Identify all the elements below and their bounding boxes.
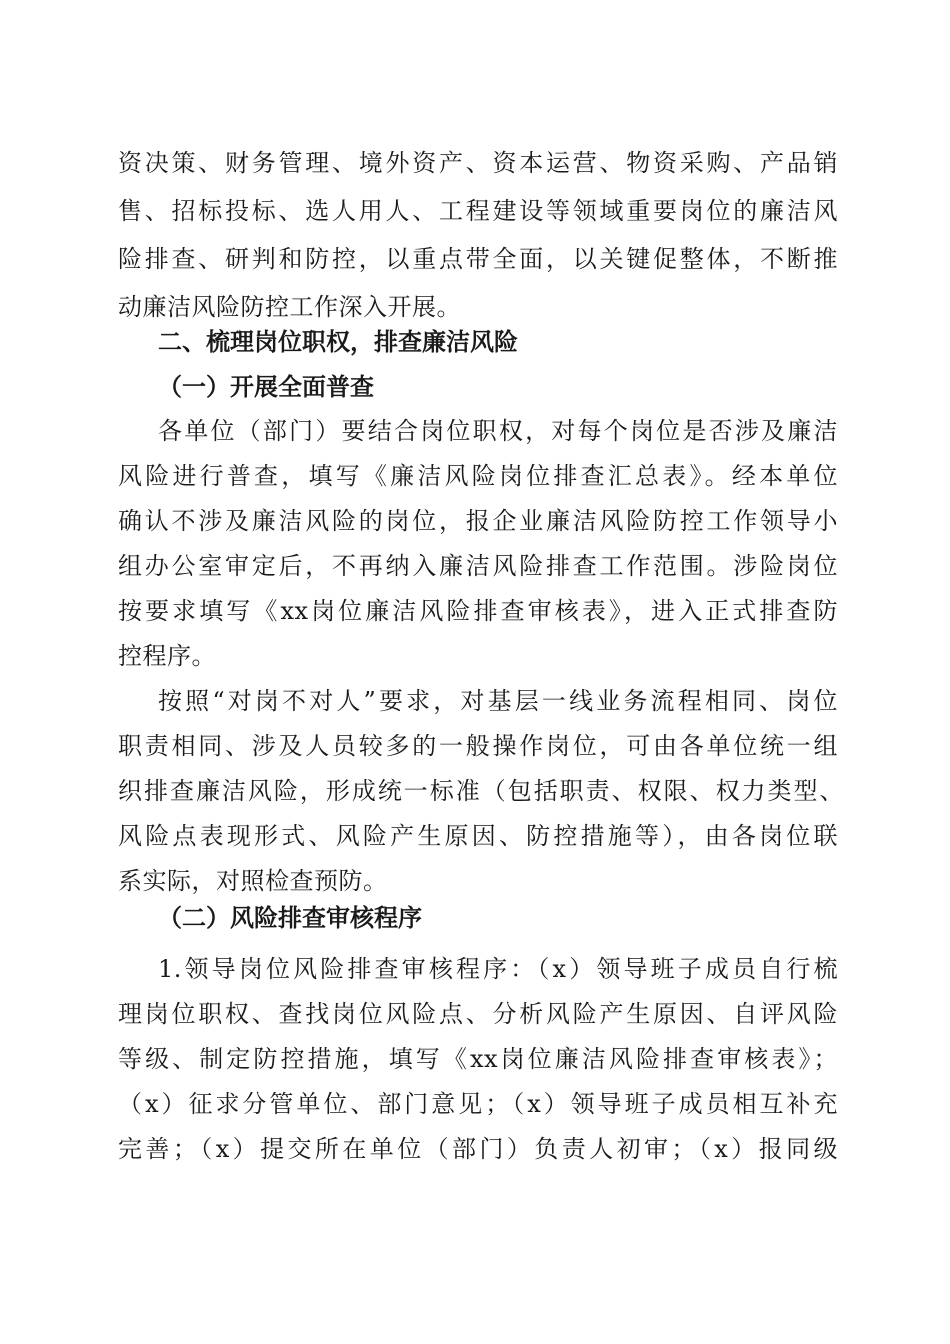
paragraph-line: 售、招标投标、选人用人、工程建设等领域重要岗位的廉洁风 [118, 197, 838, 225]
paragraph-line: 按要求填写《xx岗位廉洁风险排查审核表》，进入正式排查防 [118, 597, 838, 625]
paragraph-line: 理岗位职权、查找岗位风险点、分析风险产生原因、自评风险 [118, 1000, 838, 1028]
paragraph-line: 1.领导岗位风险排查审核程序：（x）领导班子成员自行梳 [158, 955, 838, 983]
paragraph-line: 资决策、财务管理、境外资产、资本运营、物资采购、产品销 [118, 149, 838, 177]
subsection-heading: （二）风险排查审核程序 [158, 903, 422, 932]
section-heading: 二、梳理岗位职权，排查廉洁风险 [158, 328, 518, 356]
paragraph-line: 等级、制定防控措施，填写《xx岗位廉洁风险排查审核表》； [118, 1045, 838, 1073]
paragraph-line: 动廉洁风险防控工作深入开展。 [118, 293, 461, 321]
paragraph-line: 职责相同、涉及人员较多的一般操作岗位，可由各单位统一组 [118, 732, 838, 760]
paragraph-line: 风险进行普查，填写《廉洁风险岗位排查汇总表》。经本单位 [118, 462, 838, 490]
paragraph-line: 完善；（x）提交所在单位（部门）负责人初审；（x）报同级 [118, 1135, 838, 1163]
paragraph-line: 织排查廉洁风险，形成统一标准（包括职责、权限、权力类型、 [118, 777, 844, 805]
paragraph-line: 确认不涉及廉洁风险的岗位，报企业廉洁风险防控工作领导小 [118, 507, 838, 535]
paragraph-line: （x）征求分管单位、部门意见；（x）领导班子成员相互补充 [118, 1090, 838, 1118]
paragraph-line: 控程序。 [118, 642, 216, 670]
paragraph-line: 按照“对岗不对人”要求，对基层一线业务流程相同、岗位 [158, 687, 838, 715]
paragraph-line: 系实际，对照检查预防。 [118, 867, 388, 895]
subsection-heading: （一）开展全面普查 [158, 372, 374, 401]
paragraph-line: 各单位（部门）要结合岗位职权，对每个岗位是否涉及廉洁 [158, 417, 838, 445]
paragraph-line: 风险点表现形式、风险产生原因、防控措施等），由各岗位联 [118, 822, 838, 850]
paragraph-line: 组办公室审定后，不再纳入廉洁风险排查工作范围。涉险岗位 [118, 552, 838, 580]
paragraph-line: 险排查、研判和防控，以重点带全面，以关键促整体，不断推 [118, 245, 838, 273]
